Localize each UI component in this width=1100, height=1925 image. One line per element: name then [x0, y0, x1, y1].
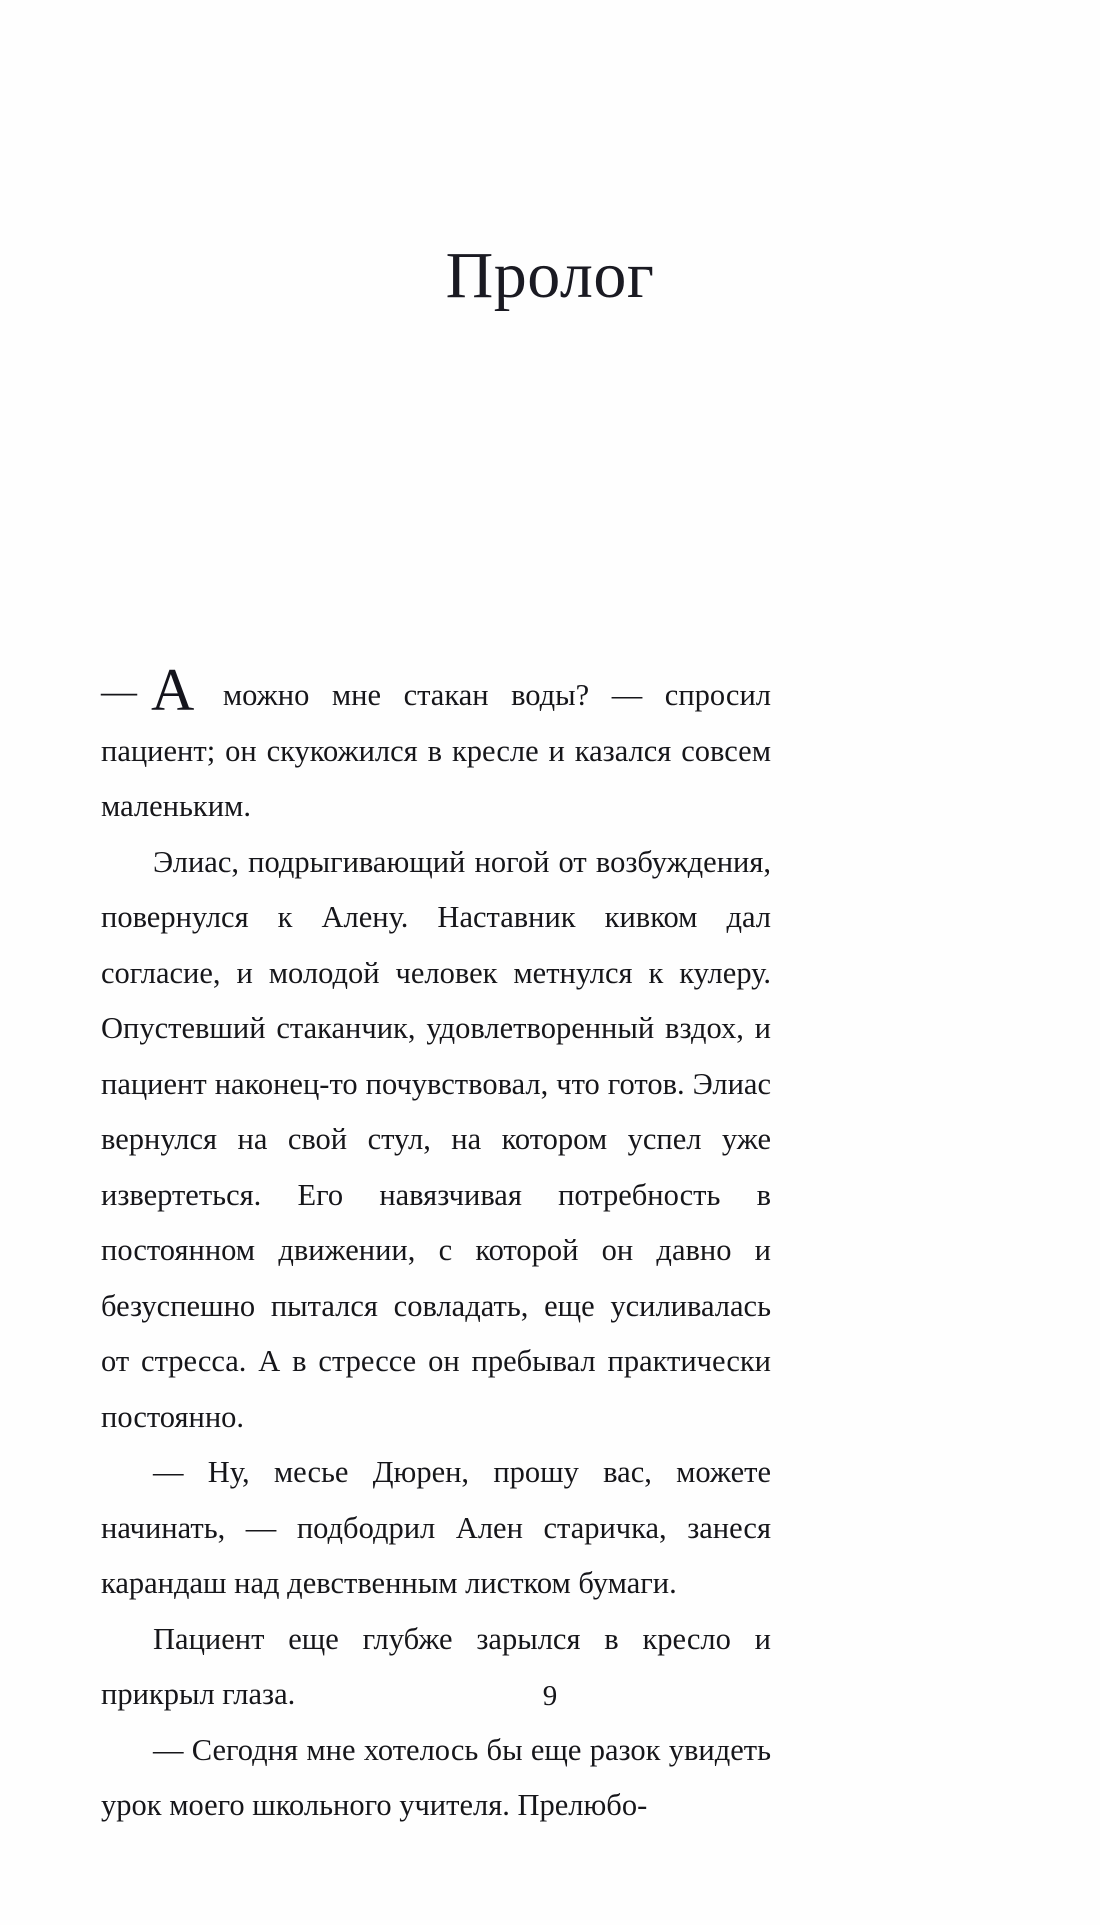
paragraph-opening — [101, 657, 771, 835]
drop-cap: А — [151, 657, 195, 723]
paragraph-narration-1: Элиас, подрыгивающий ногой от возбуждения, повернулся к Алену. Наставник кивком дал согласие, и молодой человек метнулся к кулеру. Опустевший стаканчик, удовлетворенный вздох, и пациент наконец-то почувствовал, что готов. Элиас вернулся на свой стул, на котором успел уже извертеться. Его навязчивая потребность в постоянном движении, с которой он давно и безуспешно пытался совладать, еще усиливалась от стресса. А в стрессе он пребывал практически постоянно. — [101, 844, 771, 1434]
page-number: 9 — [542, 1680, 558, 1712]
paragraph-dialogue-2: — Сегодня мне хотелось бы еще разок увидеть урок моего школьного учителя. Прелюбо- — [101, 1732, 771, 1822]
paragraph-opening-text: можно мне стакан воды? — спросил пациент; он скукожился в кресле и казался совсем маленьким. — [101, 678, 771, 823]
body-text-block — [101, 657, 771, 1834]
chapter-title: Пролог — [445, 239, 655, 313]
em-dash-lead: — — [101, 671, 137, 711]
paragraph-narration-2: Пациент еще глубже зарылся в кресло и прикрыл глаза. — [101, 1621, 771, 1711]
paragraph-dialogue-1: — Ну, месье Дюрен, прошу вас, можете начинать, — подбодрил Ален старичка, занеся карандаш над девственным листком бумаги. — [101, 1455, 771, 1600]
